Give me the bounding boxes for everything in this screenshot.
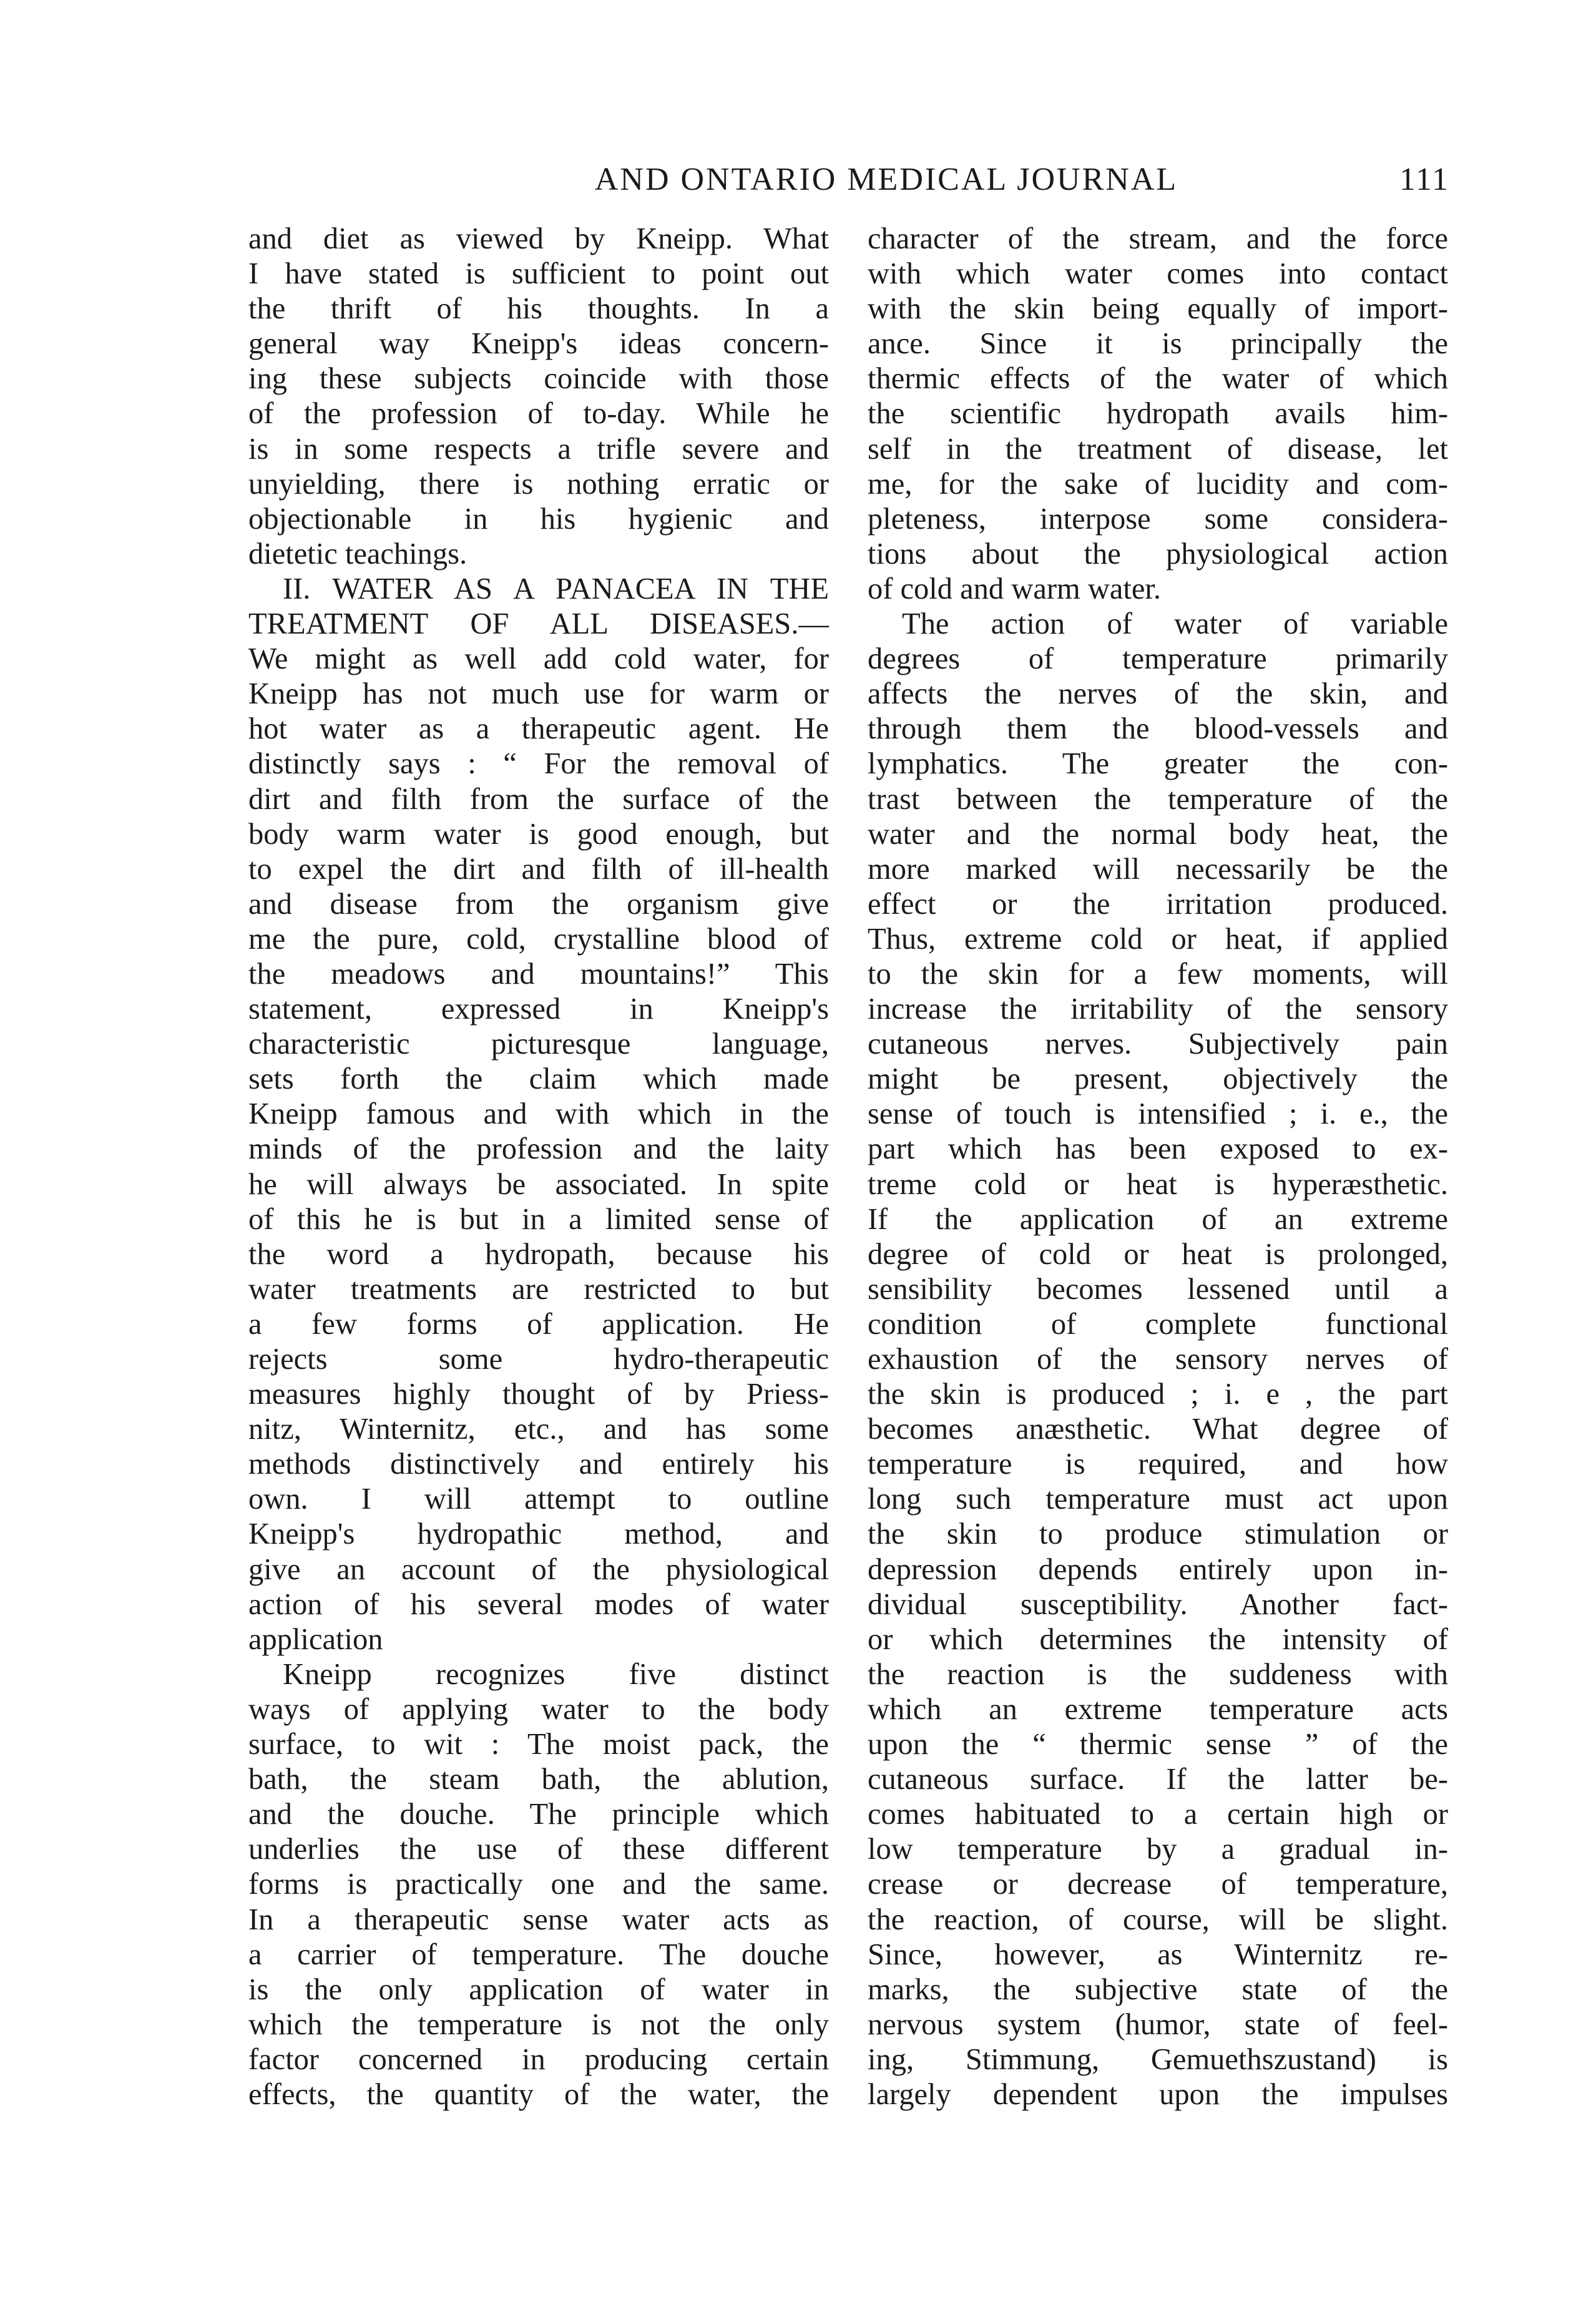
text-line: sensibility becomes lessened until a <box>868 1272 1448 1306</box>
text-line: long such temperature must act upon <box>868 1482 1448 1516</box>
text-line: the meadows and mountains!” This <box>248 957 829 991</box>
text-line: and the douche. The principle which <box>248 1798 829 1831</box>
text-line: the scientific hydropath avails him- <box>868 397 1448 431</box>
text-line: more marked will necessarily be the <box>868 852 1448 886</box>
text-line: which an extreme temperature acts <box>868 1692 1448 1726</box>
text-line: depression depends entirely upon in- <box>868 1552 1448 1586</box>
text-line: application <box>248 1622 383 1656</box>
text-line: body warm water is good enough, but <box>248 817 829 851</box>
text-line: own. I will attempt to outline <box>248 1482 829 1516</box>
text-line: condition of complete functional <box>868 1307 1448 1341</box>
text-line: temperature is required, and how <box>868 1448 1448 1481</box>
text-line: with which water comes into contact <box>868 257 1448 291</box>
text-line: pleteness, interpose some considera- <box>868 502 1448 536</box>
text-line: Kneipp has not much use for warm or <box>248 677 829 711</box>
text-line: and diet as viewed by Kneipp. What <box>248 222 829 255</box>
text-line: of cold and warm water. <box>868 572 1162 605</box>
text-line: the skin to produce stimulation or <box>868 1517 1448 1551</box>
text-line: affects the nerves of the skin, and <box>868 677 1448 711</box>
text-line: me the pure, cold, crystalline blood of <box>248 922 829 956</box>
text-line: the thrift of his thoughts. In a <box>248 292 829 326</box>
text-line: distinctly says : “ For the removal of <box>248 747 829 781</box>
text-line: ance. Since it is principally the <box>868 327 1448 361</box>
text-line: Thus, extreme cold or heat, if applied <box>868 922 1448 956</box>
text-line: dietetic teachings. <box>248 537 468 571</box>
text-line: statement, expressed in Kneipp's <box>248 992 829 1026</box>
text-line: crease or decrease of temperature, <box>868 1868 1448 1901</box>
text-line: factor concerned in producing certain <box>248 2042 829 2076</box>
text-line: nervous system (humor, state of feel- <box>868 2007 1448 2041</box>
text-line: general way Kneipp's ideas concern- <box>248 327 829 361</box>
text-line: with the skin being equally of import- <box>868 292 1448 326</box>
text-line: ways of applying water to the body <box>248 1692 829 1726</box>
text-line: effects, the quantity of the water, the <box>248 2077 829 2111</box>
text-line: trast between the temperature of the <box>868 782 1448 816</box>
text-line: the reaction is the suddeness with <box>868 1657 1448 1691</box>
text-line: character of the stream, and the force <box>868 222 1448 255</box>
text-line: self in the treatment of disease, let <box>868 432 1448 466</box>
text-line: lymphatics. The greater the con- <box>868 747 1448 781</box>
text-line: measures highly thought of by Priess- <box>248 1378 829 1411</box>
text-line: Kneipp's hydropathic method, and <box>248 1517 829 1551</box>
text-line: dirt and filth from the surface of the <box>248 782 829 816</box>
text-line: Since, however, as Winternitz re- <box>868 1937 1448 1971</box>
text-line: largely dependent upon the impulses <box>868 2077 1448 2111</box>
text-line: is the only application of water in <box>248 1972 829 2006</box>
text-line: Kneipp famous and with which in the <box>248 1097 829 1131</box>
text-line: water treatments are restricted to but <box>248 1272 829 1306</box>
text-line: effect or the irritation produced. <box>868 887 1448 921</box>
text-line: rejects some hydro-therapeutic <box>248 1343 829 1376</box>
text-line: becomes anæsthetic. What degree of <box>868 1413 1448 1446</box>
text-line: In a therapeutic sense water acts as <box>248 1903 829 1936</box>
text-line: ing these subjects coincide with those <box>248 362 829 396</box>
text-line: the word a hydropath, because his <box>248 1237 829 1271</box>
text-line: exhaustion of the sensory nerves of <box>868 1343 1448 1376</box>
text-line: degree of cold or heat is prolonged, <box>868 1237 1448 1271</box>
text-line: If the application of an extreme <box>868 1202 1448 1236</box>
text-line: cutaneous surface. If the latter be- <box>868 1763 1448 1796</box>
text-line: bath, the steam bath, the ablution, <box>248 1763 829 1796</box>
text-line: degrees of temperature primarily <box>868 642 1448 676</box>
text-line: ing, Stimmung, Gemuethszustand) is <box>868 2042 1448 2076</box>
text-line: to expel the dirt and filth of ill-health <box>248 852 829 886</box>
text-line: unyielding, there is nothing erratic or <box>248 467 829 501</box>
text-line: action of his several modes of water <box>248 1587 829 1621</box>
text-line: the reaction, of course, will be slight. <box>868 1903 1448 1936</box>
text-line: me, for the sake of lucidity and com- <box>868 467 1448 501</box>
text-line: sets forth the claim which made <box>248 1062 829 1096</box>
text-line: TREATMENT OF ALL DISEASES.— <box>248 607 829 641</box>
text-line: II. WATER AS A PANACEA IN THE <box>283 572 829 605</box>
text-line: of the profession of to-day. While he <box>248 397 829 431</box>
text-line: is in some respects a trifle severe and <box>248 432 829 466</box>
text-line: characteristic picturesque language, <box>248 1027 829 1061</box>
text-line: We might as well add cold water, for <box>248 642 829 676</box>
text-line: the skin is produced ; i. e , the part <box>868 1378 1448 1411</box>
left-column <box>248 222 829 2112</box>
text-line: thermic effects of the water of which <box>868 362 1448 396</box>
text-line: comes habituated to a certain high or <box>868 1798 1448 1831</box>
text-line: through them the blood-vessels and <box>868 712 1448 746</box>
text-line: and disease from the organism give <box>248 887 829 921</box>
text-line: I have stated is sufficient to point out <box>248 257 829 291</box>
text-line: cutaneous nerves. Subjectively pain <box>868 1027 1448 1061</box>
text-line: of this he is but in a limited sense of <box>248 1202 829 1236</box>
text-line: water and the normal body heat, the <box>868 817 1448 851</box>
text-line: forms is practically one and the same. <box>248 1868 829 1901</box>
text-line: low temperature by a gradual in- <box>868 1833 1448 1866</box>
running-title: AND ONTARIO MEDICAL JOURNAL <box>594 162 1178 197</box>
text-line: methods distinctively and entirely his <box>248 1448 829 1481</box>
text-line: upon the “ thermic sense ” of the <box>868 1728 1448 1761</box>
text-line: minds of the profession and the laity <box>248 1132 829 1166</box>
text-line: part which has been exposed to ex- <box>868 1132 1448 1166</box>
text-line: to the skin for a few moments, will <box>868 957 1448 991</box>
text-line: which the temperature is not the only <box>248 2007 829 2041</box>
text-line: The action of water of variable <box>902 607 1448 641</box>
text-line: marks, the subjective state of the <box>868 1972 1448 2006</box>
text-line: sense of touch is intensified ; i. e., the <box>868 1097 1448 1131</box>
text-line: give an account of the physiological <box>248 1552 829 1586</box>
text-line: underlies the use of these different <box>248 1833 829 1866</box>
text-line: he will always be associated. In spite <box>248 1167 829 1201</box>
text-line: might be present, objectively the <box>868 1062 1448 1096</box>
text-line: objectionable in his hygienic and <box>248 502 829 536</box>
text-line: Kneipp recognizes five distinct <box>283 1657 829 1691</box>
text-line: increase the irritability of the sensory <box>868 992 1448 1026</box>
text-line: or which determines the intensity of <box>868 1622 1448 1656</box>
text-line: dividual susceptibility. Another fact- <box>868 1587 1448 1621</box>
text-line: a carrier of temperature. The douche <box>248 1937 829 1971</box>
text-line: treme cold or heat is hyperæsthetic. <box>868 1167 1448 1201</box>
text-line: nitz, Winternitz, etc., and has some <box>248 1413 829 1446</box>
text-line: a few forms of application. He <box>248 1307 829 1341</box>
page-number: 111 <box>1399 162 1449 197</box>
text-line: tions about the physiological action <box>868 537 1448 571</box>
text-line: surface, to wit : The moist pack, the <box>248 1728 829 1761</box>
text-line: hot water as a therapeutic agent. He <box>248 712 829 746</box>
right-column <box>868 222 1448 2112</box>
